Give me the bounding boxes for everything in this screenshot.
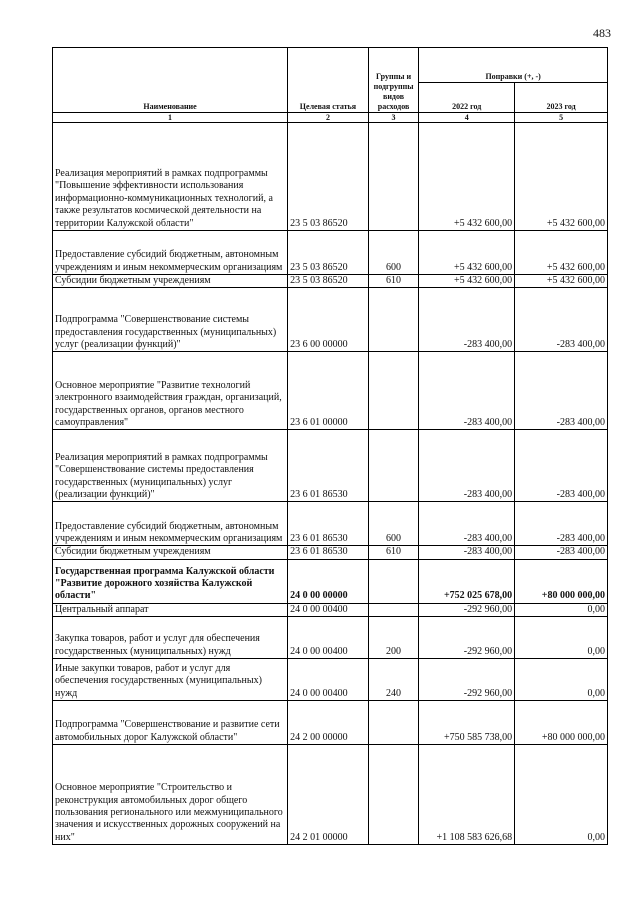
row-amount-2022: -283 400,00 [419,352,515,430]
row-target-article: 23 6 00 00000 [288,288,369,352]
row-name: Основное мероприятие "Строительство и реконструкция автомобильных дорог общего пользования регионального или межмуниципального значения и искусственных дорожных сооружений на них" [53,745,288,845]
table-row [53,745,608,845]
column-index-5: 5 [515,113,608,123]
header-amendments: Поправки (+, -) [419,48,608,83]
row-amount-2023: +80 000 000,00 [515,559,608,603]
row-expense-group [368,603,418,616]
row-name: Предоставление субсидий бюджетным, автономным учреждениям и иным некоммерческим организациям [53,502,288,546]
table-row [53,603,608,616]
row-expense-group [368,559,418,603]
row-expense-group: 600 [368,502,418,546]
row-expense-group: 610 [368,546,418,559]
row-amount-2022: +5 432 600,00 [419,275,515,288]
row-expense-group [368,430,418,502]
table-row [53,701,608,745]
table-row [53,502,608,546]
row-amount-2023: -283 400,00 [515,430,608,502]
row-amount-2022: +752 025 678,00 [419,559,515,603]
row-target-article: 23 5 03 86520 [288,275,369,288]
row-expense-group [368,701,418,745]
row-name: Иные закупки товаров, работ и услуг для обеспечения государственных (муниципальных) нужд [53,659,288,701]
row-expense-group: 240 [368,659,418,701]
row-amount-2023: 0,00 [515,659,608,701]
column-index-4: 4 [419,113,515,123]
row-amount-2023: -283 400,00 [515,502,608,546]
row-expense-group [368,123,418,231]
row-name: Государственная программа Калужской области "Развитие дорожного хозяйства Калужской области" [53,559,288,603]
row-expense-group: 600 [368,231,418,275]
row-target-article: 24 2 00 00000 [288,701,369,745]
row-target-article: 24 0 00 00400 [288,617,369,659]
row-amount-2022: -283 400,00 [419,288,515,352]
row-amount-2022: +5 432 600,00 [419,231,515,275]
row-amount-2022: -292 960,00 [419,659,515,701]
table-row [53,288,608,352]
table-row [53,352,608,430]
row-amount-2022: -292 960,00 [419,617,515,659]
row-amount-2022: -283 400,00 [419,502,515,546]
row-amount-2023: +5 432 600,00 [515,123,608,231]
row-amount-2023: -283 400,00 [515,288,608,352]
row-amount-2022: -292 960,00 [419,603,515,616]
row-target-article: 23 6 01 86530 [288,430,369,502]
table-row [53,275,608,288]
table-row [53,617,608,659]
table-row [53,659,608,701]
row-name: Закупка товаров, работ и услуг для обеспечения государственных (муниципальных) нужд [53,617,288,659]
table-row [53,546,608,559]
header-name: Наименование [53,48,288,113]
row-target-article: 24 0 00 00000 [288,559,369,603]
row-amount-2023: 0,00 [515,617,608,659]
row-expense-group [368,288,418,352]
row-expense-group [368,352,418,430]
page-number: 483 [593,26,611,40]
row-name: Субсидии бюджетным учреждениям [53,275,288,288]
row-amount-2023: 0,00 [515,603,608,616]
row-name: Подпрограмма "Совершенствование и развитие сети автомобильных дорог Калужской области" [53,701,288,745]
header-year-2022: 2022 год [419,83,515,113]
row-amount-2022: -283 400,00 [419,546,515,559]
row-target-article: 23 5 03 86520 [288,123,369,231]
row-amount-2023: +80 000 000,00 [515,701,608,745]
row-target-article: 23 6 01 86530 [288,546,369,559]
row-target-article: 23 6 01 00000 [288,352,369,430]
table-row [53,231,608,275]
table-row [53,430,608,502]
row-name: Подпрограмма "Совершенствование системы предоставления государственных (муниципальных) услуг (реализации функций)" [53,288,288,352]
table-row [53,559,608,603]
row-expense-group: 610 [368,275,418,288]
row-target-article: 24 0 00 00400 [288,603,369,616]
header-groups: Группы и подгруппы видов расходов [368,48,418,113]
row-amount-2023: +5 432 600,00 [515,231,608,275]
column-index-1: 1 [53,113,288,123]
column-index-2: 2 [288,113,369,123]
header-target-article: Целевая статья [288,48,369,113]
row-expense-group: 200 [368,617,418,659]
row-name: Субсидии бюджетным учреждениям [53,546,288,559]
row-target-article: 23 6 01 86530 [288,502,369,546]
row-amount-2023: -283 400,00 [515,352,608,430]
row-amount-2023: -283 400,00 [515,546,608,559]
row-name: Основное мероприятие "Развитие технологий электронного взаимодействия граждан, организаций, государственных органов, органов местного самоуправления" [53,352,288,430]
row-amount-2023: +5 432 600,00 [515,275,608,288]
table-row [53,123,608,231]
row-name: Центральный аппарат [53,603,288,616]
column-index-3: 3 [368,113,418,123]
row-amount-2022: -283 400,00 [419,430,515,502]
row-name: Реализация мероприятий в рамках подпрограммы "Повышение эффективности использования информационно-коммуникационных технологий, а также результатов космической деятельности на территории Калужской области" [53,123,288,231]
row-target-article: 23 5 03 86520 [288,231,369,275]
row-expense-group [368,745,418,845]
row-amount-2022: +1 108 583 626,68 [419,745,515,845]
row-target-article: 24 0 00 00400 [288,659,369,701]
row-amount-2023: 0,00 [515,745,608,845]
row-name: Реализация мероприятий в рамках подпрограммы "Совершенствование системы предоставления государственных (муниципальных) услуг (реализации функций)" [53,430,288,502]
row-amount-2022: +5 432 600,00 [419,123,515,231]
header-year-2023: 2023 год [515,83,608,113]
row-amount-2022: +750 585 738,00 [419,701,515,745]
row-name: Предоставление субсидий бюджетным, автономным учреждениям и иным некоммерческим организациям [53,231,288,275]
row-target-article: 24 2 01 00000 [288,745,369,845]
budget-table [52,47,608,845]
